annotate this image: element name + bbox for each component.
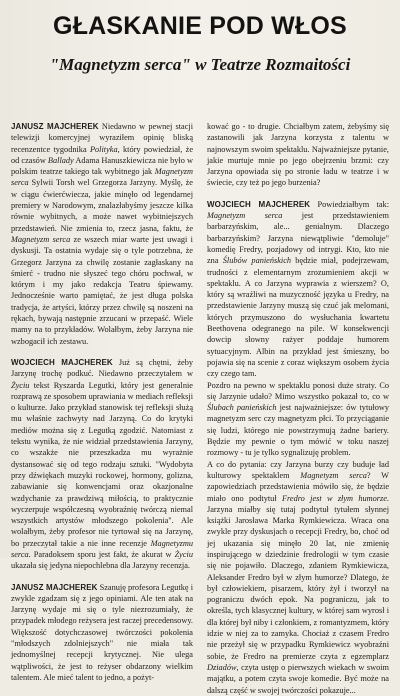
- italic-title: Magnetyzmu serca: [11, 538, 193, 559]
- text-segment: Niedawno w pewnej stacji telewizji komercyjnej wyraziłem opinię bliską recenzentce tygodnika: [11, 122, 194, 154]
- left-column: [11, 121, 194, 682]
- italic-title: Magnetyzm serca: [11, 234, 71, 244]
- text-segment: Adama Hanuszkiewicza nie było w polskim teatrze takiego tak wybitnego jak: [11, 155, 193, 177]
- text-segment: ? W zapowiedziach przedstawienia mówiło się, że będzie miało ono podtytuł: [207, 470, 389, 503]
- text-segment: Sylwii Torsh wel Grzegorza Jarzyny. Myślę, że w ciągu ćwierćwiecza, jakie minęło od legendarnej premiery w Narodowym, znalazłabyśmy jeszcze kilka równie wybitnych, a może nawet wybitniejszych przedstawień. Nie zmienia to, rzecz jasna, faktu, że: [11, 178, 193, 233]
- paragraph: [207, 199, 389, 380]
- paragraph: [11, 582, 193, 684]
- text-segment: tekst Ryszarda Legutki, który jest generalnie rozprawą ze sposobem uprawiania w mediach refleksji o kulturze. Jako przykład stanowisk tej refleksji służą mu właśnie zachwyty nad Jarzyną. Co do krytyki mediów można się z Legutką zgodzić. Natomiast z tekstu wynika, że nie widział przedstawienia Jarzyny, co wszakże nie przeszkadza mu wyrażnie dystansować się od tego rodzaju sztuki. "Wydobyta przy dźwiękach muzyki rockowej, hormony, golizna, zabawianie się konwencjami oraz okazjonalne wzdychanie za prawdziwą miłością, to praktycznie wyczerpuje współczesną wyobraźnię twórczą niemal wszystkich artystów młodszego pokolenia". Ale wolałbym, żeby profesor nie tyrtował się na Jarzynę, bo przeczytał takie a nie inne recenzje: [11, 380, 193, 548]
- italic-title: Życiu: [11, 380, 30, 390]
- article-header: [0, 12, 400, 75]
- article-title: GŁASKANIE POD WŁOS: [53, 12, 347, 40]
- text-segment: ze wszech miar warte jest uwagi i dyskusji. Ta ostatnia wydaje się o tyle potrzebna, że Grzegorz Jarzyna za chwilę zostanie zagłaskany na śmierć - trudno nie słyszeć tego chóru pochwał, w którym i my jako redakcja Teatru śpiewamy. Jednocześnie warto pamiętać, że jest długa polska tradycja, że artyści, którzy przez chwilę są noszeni na rękach, bywają następnie zrzucani w przepaść. Wiele mamy na to przykładów. Wolałbym, żeby Jarzyna nie wzbogacił ich zestawu.: [11, 234, 193, 346]
- paragraph: [11, 121, 193, 347]
- text-segment: . Paradoksem sporu jest fakt, że akurat w: [28, 549, 175, 559]
- text-segment: , który powiedział, że od czasów: [11, 144, 193, 165]
- speaker-name: JANUSZ MAJCHEREK: [11, 582, 98, 592]
- text-segment: Szanuję profesora Legutkę i zwykle zgadzam się z jego opiniami. Ale ten atak na Jarzynę wydaje mi się o tyle niezrozumiały, że przypadek młodego reżysera jest raczej precedensowy. Większość dotychczasowej twórczości pokolenia "młodszych zdolniejszych" nie miała tak jednomyślnej recepcji krytycznej. Nie ulega wątpliwości, że jest to reżyser obdarzony wielkim talentem. Ale mieć talent to jedno, a pożyt-: [11, 582, 193, 682]
- italic-title: Magnetyzm serca: [11, 167, 193, 188]
- text-segment: Już są chętni, żeby Jarzynę trochę podkuć. Niedawno przeczytałem w: [11, 357, 193, 379]
- right-column: [207, 121, 390, 695]
- speaker-name: WOJCIECH MAJCHEREK: [11, 357, 113, 367]
- article-body: [11, 121, 390, 695]
- paragraph: [207, 459, 389, 696]
- text-segment: . Jarzyna miałby się tutaj podtytuł tytułem słynnej książki Jarosława Marka Rymkiewicza. Wraca ona zwykle przy dyskusjach o recepcji Fredry, bo, choć od jej ukazania się minęło 20 lat, nie zmienię inspirującego w dziedzinie fredrologii w tym czasie się nie pojawiło. Dlaczego, zdaniem Rymkiewicza, Aleksander Fredro był w złym humorze? Dlatego, że był człowiekiem, pisarzem, który żył i tworzył na pograniczu dwóch epok. Na pograniczu, jak to określa, tych klasycznej kultury, w której sam wyrosł i dla której był niby i członkiem, z romantyzmem, który idzie w niej za to zamyka. Chociaż z czasem Fredro nie przeżył się w przypadku Rymkiewicz wyobraźni sobie, że Fredro na premierze czyta z egzemplarz: [207, 493, 389, 661]
- italic-title: Życiu: [174, 549, 193, 559]
- article-subtitle: "Magnetyzm serca" w Teatrze Rozmaitości: [49, 55, 351, 74]
- text-segment: Powiedziałbym tak:: [310, 199, 389, 209]
- text-segment: , czyta ustęp o pierwszych wiekach w swoim majątku, a potem czyta swoje komedie. Być może na dalszą część w swojej twórczości pokazuje...: [207, 662, 389, 695]
- paragraph: [207, 121, 389, 189]
- italic-title: Magnetyzm serca: [207, 211, 283, 221]
- text-segment: będzie miał, podejrzewam, trudności z elementarnym zrozumieniem akcji w spektaklu. A co Jarzyna wyprawia z wierszem? O, który są wraźliwi na muzyczność języka u Fredry, na przedstawienie Jarzyny muszą się czuć jak melomani, których przymuszono do wysłuchania kwartetu Beethovena odegranego na pile. W konsekwencji dowcip słowny rażyer poddaje humorem sytuacyjnym. Albin na przykład jest śmieszny, bo pojawia się na scenie z coraz większym osobem życia czy czego tam.: [207, 256, 389, 379]
- italic-title: Ballady: [47, 155, 74, 165]
- italic-title: Magnetyzm serca: [300, 470, 367, 480]
- italic-title: Polityka: [89, 144, 118, 154]
- paragraph: [207, 380, 389, 459]
- italic-title: Ślubów panieńskich: [222, 256, 292, 266]
- text-segment: Pozdro na pewno w spektaklu ponosi duże straty. Co się Jarzynie udało? Mimo wszystko pokazał to, co w: [207, 380, 389, 401]
- italic-title: Fredro jest w złym humorze: [281, 493, 387, 503]
- text-segment: jest najważniejsze: ów tytułowy magnetyzm serc czy magnetyzm płci. To przyciąganie się ludzi, którego nie powstrzymują żadne bariery. Będzie my pewnie o tym mówić w toku naszej rozmowy - tu je tylko sygnalizuję problem.: [207, 403, 390, 458]
- text-segment: jest przedstawieniem barbarzyńskim, ale... genialnym. Dlaczego barbarzyńskim? Jarzyna niewątpliwie "demoluje" komedię Fredry, pozjadowy od intrygi. Kto, kto nie zna: [207, 211, 389, 266]
- italic-title: Ślubach panieńskich: [207, 403, 277, 413]
- italic-title: Dziadów: [207, 662, 237, 672]
- text-segment: ukazała się jedyna niepochlebna dla Jarzyny recenzja.: [11, 561, 190, 571]
- speaker-name: WOJCIECH MAJCHEREK: [207, 199, 311, 209]
- text-segment: A co do pytania: czy Jarzyna burzy czy buduje ład kulturowy spektaklem: [207, 459, 389, 480]
- text-segment: kować go - to drugie. Chciałbym zatem, żebyśmy się zastanowili jak Jarzyna korzysta z talentu w najnowszym swoim spektaklu. Najważniejsze pytanie, jakie murtuje mnie po jego obejrzeniu brzmi: czy Jarzyna opowiada się po stronie ładu w teatrze i w świecie, czy też po jego burzenia?: [207, 122, 389, 188]
- speaker-name: JANUSZ MAJCHEREK: [11, 122, 99, 131]
- paragraph: [11, 357, 193, 572]
